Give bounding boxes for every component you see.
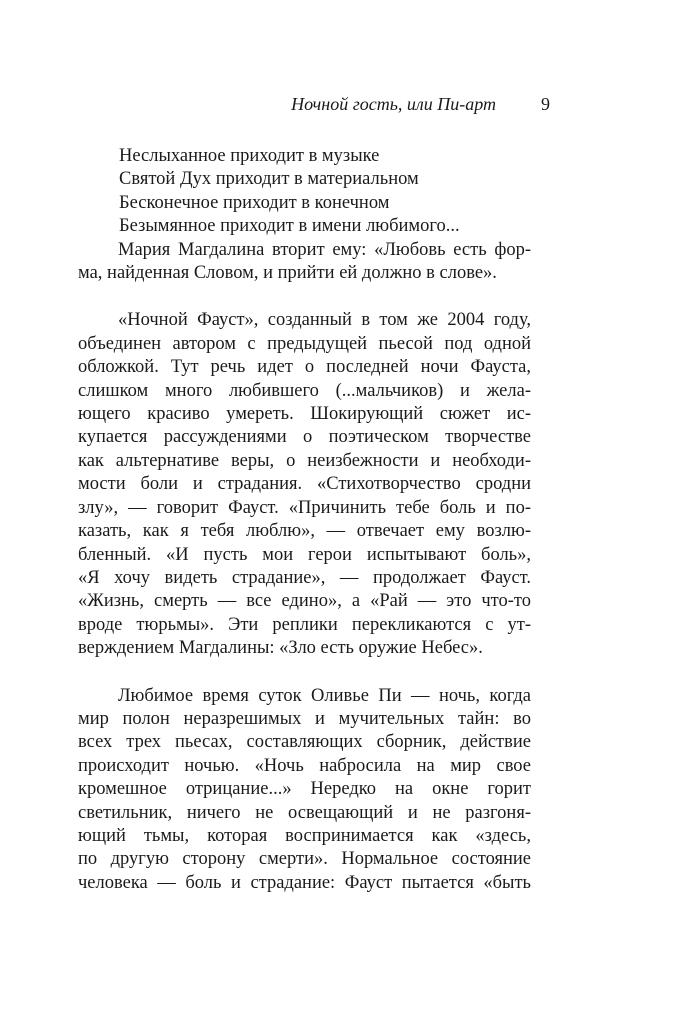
paragraph-line: купается рассуждениями о поэтическом творчестве (78, 427, 531, 448)
paragraph-line: человека — боль и страдание: Фауст пытается «быть (78, 872, 531, 893)
paragraph-line: объединен автором с предыдущей пьесой под одной (78, 333, 531, 354)
paragraph-line: казать, как я тебя люблю», — отвечает ему возлю- (78, 521, 531, 542)
paragraph-line: всех трех пьесах, составляющих сборник, действие (78, 732, 531, 753)
paragraph-gap (78, 285, 531, 309)
paragraph-line: Мария Магдалина вторит ему: «Любовь есть фор- (118, 239, 531, 260)
paragraph-line: обложкой. Тут речь идет о последней ночи Фауста, (78, 357, 531, 378)
poem-line: Неслыханное приходит в музыке (119, 146, 380, 166)
paragraph-line: «Жизнь, смерть — все едино», а «Рай — это что-то (78, 591, 531, 612)
poem-line: Святой Дух приходит в материальном (119, 169, 419, 190)
paragraph-line: кромешное отрицание...» Нередко на окне горит (78, 779, 531, 800)
paragraph-line: мир полон неразрешимых и мучительных тайн: во (78, 708, 531, 729)
paragraph-line: «Я хочу видеть страдание», — продолжает Фауст. (78, 567, 531, 588)
running-title: Ночной гость, или Пи-арт (291, 94, 496, 114)
paragraph-line: вроде тюрьмы». Эти реплики перекликаются с ут- (78, 614, 531, 635)
paragraph-line: верждением Магдалины: «Зло есть оружие Небес». (78, 638, 483, 659)
paragraph-night-time (78, 685, 531, 896)
poem-line: Безымянное приходит в имени любимого... (119, 216, 460, 237)
page-number: 9 (541, 94, 550, 114)
paragraph-line: мости боли и страдания. «Стихотворчество сродни (78, 474, 531, 495)
paragraph-line: светильник, ничего не освещающий и не разгоня- (78, 802, 531, 823)
paragraph-line: ющий тьмы, которая воспринимается как «здесь, (78, 825, 531, 846)
paragraph-gap (78, 661, 531, 685)
paragraph-line: бленный. «И пусть мои герои испытывают боль», (78, 544, 531, 565)
paragraph-line: Любимое время суток Оливье Пи — ночь, когда (118, 685, 531, 706)
paragraph-line: слишком много любившего (...мальчиков) и жела- (78, 380, 531, 401)
paragraph-magdalene-quote (78, 239, 531, 286)
paragraph-line: ма, найденная Словом, и прийти ей должно в слове». (78, 263, 497, 284)
poem (78, 145, 531, 239)
paragraph-line: происходит ночью. «Ночь набросила на мир свое (78, 755, 531, 776)
paragraph-line: как альтернативе веры, о неизбежности и необходи- (78, 450, 531, 471)
body-text (78, 145, 531, 895)
paragraph-line: злу», — говорит Фауст. «Причинить тебе боль и по- (78, 497, 531, 518)
running-header (0, 94, 680, 118)
paragraph-line: «Ночной Фауст», созданный в том же 2004 году, (118, 310, 531, 331)
poem-line: Бесконечное приходит в конечном (119, 192, 390, 213)
paragraph-line: ющего красиво умереть. Шокирующий сюжет ис- (78, 404, 531, 425)
paragraph-night-faust (78, 309, 531, 660)
paragraph-line: по другую сторону смерти». Нормальное состояние (78, 849, 531, 870)
